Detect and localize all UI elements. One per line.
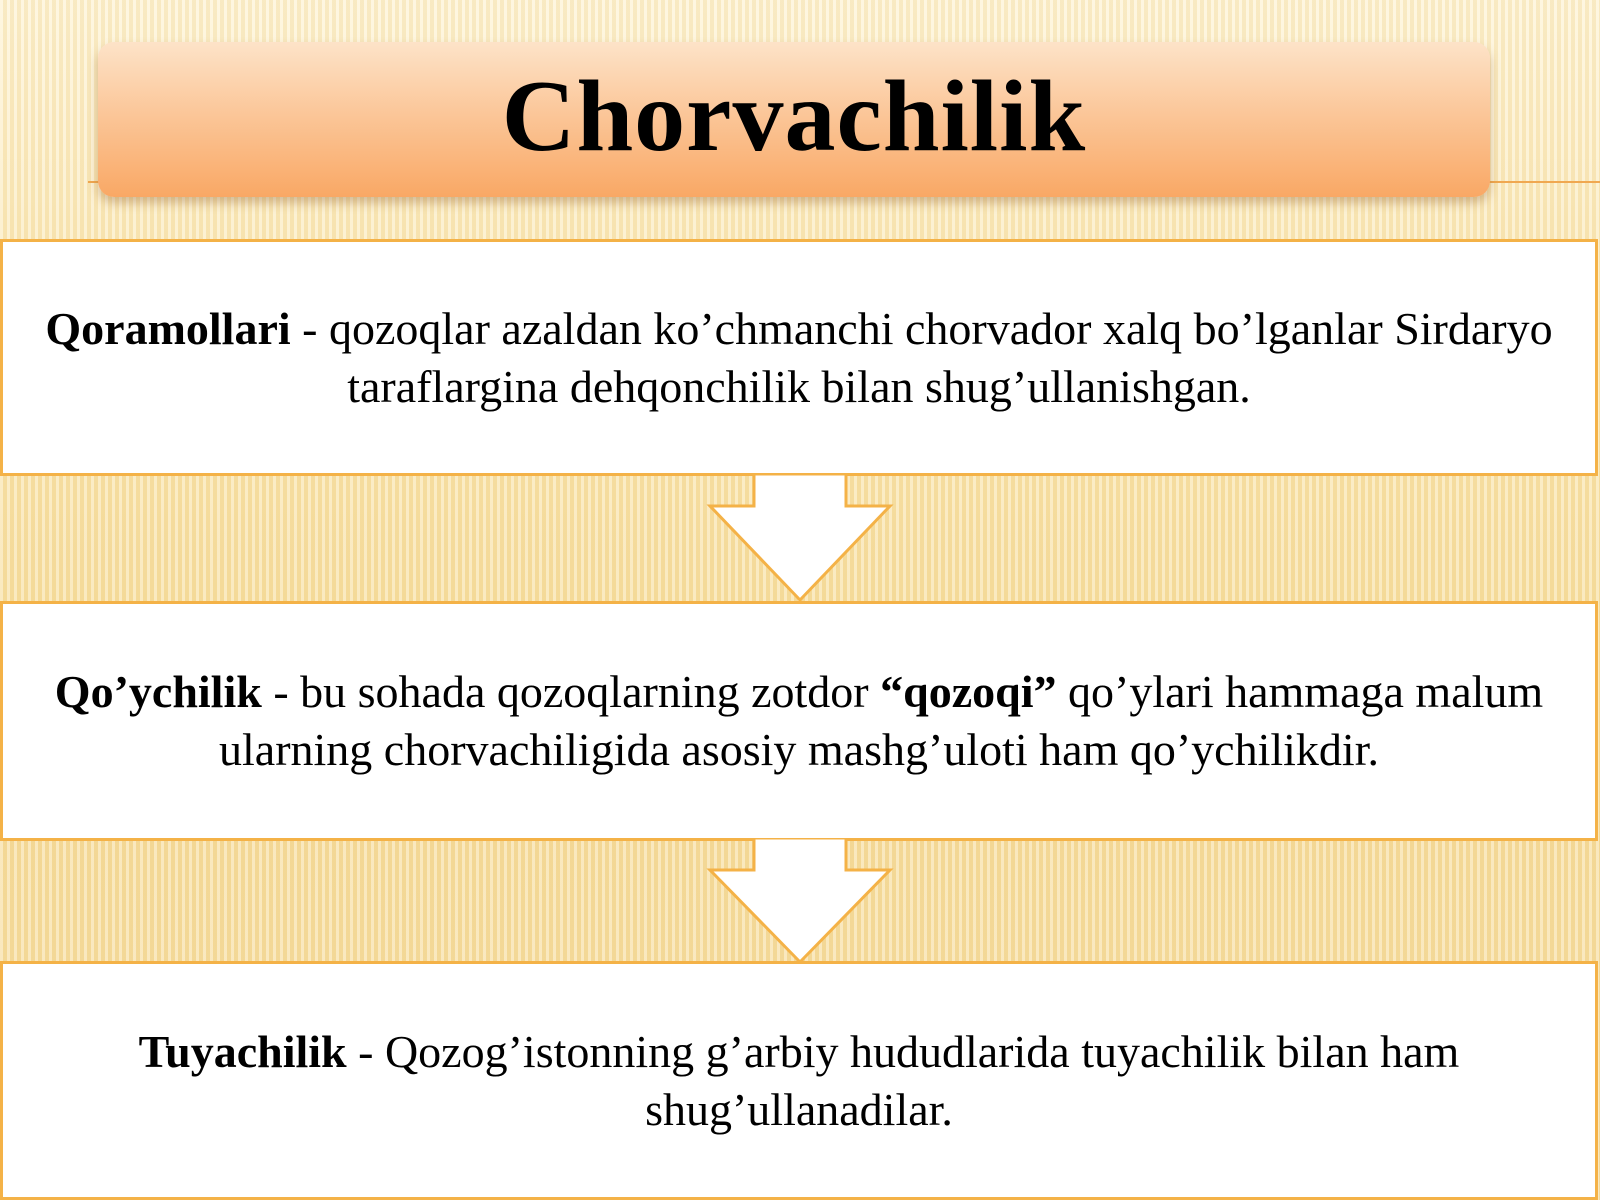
step-description-end: qo’ylari hammaga malum ularning chorvachiligida asosiy mashg’uloti ham qo’ychilikdir. xyxy=(219,666,1544,775)
step-term: Qo’ychilik xyxy=(54,666,262,717)
step-text xyxy=(43,300,1555,416)
step-term: Tuyachilik xyxy=(138,1025,347,1077)
step-separator: - xyxy=(346,1025,385,1077)
title-underline-right xyxy=(1486,181,1600,183)
step-text xyxy=(43,663,1555,779)
step-description: bu sohada qozoqlarning zotdor xyxy=(300,666,881,717)
title-banner xyxy=(98,42,1490,197)
step-box-tuyachilik xyxy=(0,961,1598,1200)
step-highlight: “qozoqi” xyxy=(880,666,1057,717)
step-description: Qozog’istonning g’arbiy hududlarida tuyachilik bilan ham shug’ullanadilar. xyxy=(384,1025,1460,1135)
down-arrow-icon xyxy=(700,838,900,967)
page-title: Chorvachilik xyxy=(501,60,1087,173)
down-arrow-icon xyxy=(700,474,900,605)
step-separator: - xyxy=(290,302,329,354)
step-term: Qoramollari xyxy=(45,302,291,354)
step-box-qoychilik xyxy=(0,601,1598,841)
step-separator: - xyxy=(261,666,301,717)
step-text xyxy=(43,1023,1555,1139)
step-description: qozoqlar azaldan ko’chmanchi chorvador xalq bo’lganlar Sirdaryo taraflargina dehqonchilik bilan shug’ullanishgan. xyxy=(328,302,1553,412)
step-box-qoramollari xyxy=(0,239,1598,476)
